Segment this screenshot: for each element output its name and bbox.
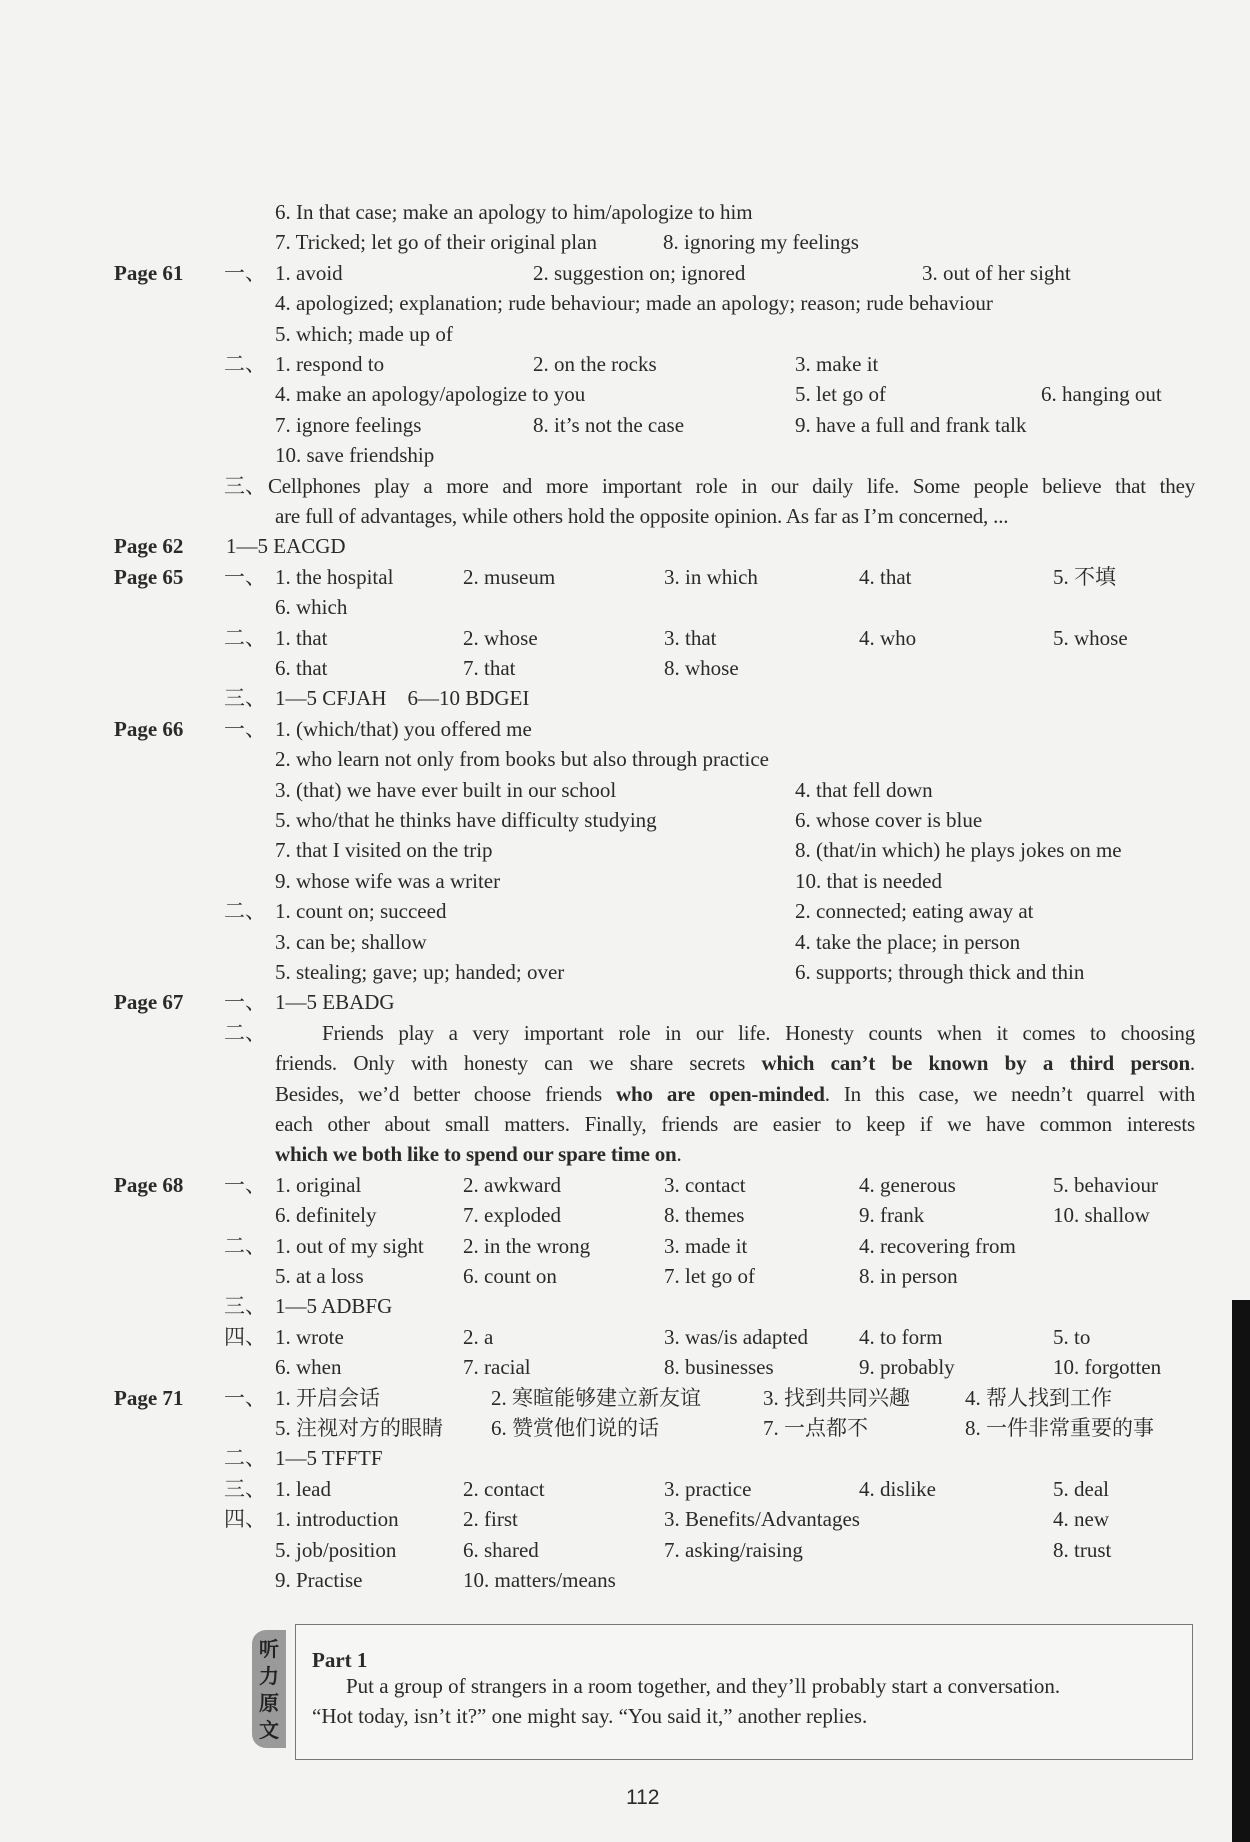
text-segment: Besides, we’d better choose friends — [275, 1081, 617, 1106]
answer-item: 10. shallow — [1053, 1203, 1150, 1228]
answer-item: 1. the hospital — [275, 564, 394, 589]
answer-item: 2. whose — [463, 625, 538, 650]
answer-item: 4. that fell down — [795, 777, 933, 802]
text-segment: Friends play a very important role in our life. Honesty counts when it comes to choosing — [322, 1020, 1195, 1045]
answer-item: 7. that — [463, 656, 516, 680]
text-segment: . In this case, we needn’t quarrel with — [824, 1081, 1196, 1106]
answer-item: 1. respond to — [275, 352, 385, 376]
answer-row — [0, 258, 1250, 288]
answer-item: 2. contact — [463, 1476, 545, 1501]
answer-item: 5. 不填 — [1053, 564, 1116, 589]
page-number: 112 — [626, 1786, 660, 1809]
answer-item: 10. save friendship — [275, 443, 435, 468]
answer-row — [0, 835, 1250, 865]
answer-item: 4. apologized; explanation; rude behaviour; made an apology; reason; rude behaviour — [275, 291, 993, 316]
answer-item: 2. on the rocks — [533, 352, 657, 376]
answer-item: 8. 一件非常重要的事 — [965, 1416, 1154, 1440]
tab-char: 文 — [259, 1718, 279, 1742]
answer-item: 1. (which/that) you offered me — [275, 716, 532, 741]
page-label: Page 71 — [114, 1385, 184, 1410]
answer-item: 1. wrote — [275, 1324, 344, 1349]
answer-item: 8. (that/in which) he plays jokes on me — [795, 838, 1122, 863]
text-segment: Cellphones play a more and more important role in our daily life. Some people believe that they — [268, 473, 1195, 498]
section-number: 二、 — [224, 1233, 266, 1258]
answer-item: 3. that — [664, 625, 717, 650]
answer-row — [0, 319, 1250, 349]
section-number: 四、 — [224, 1324, 266, 1349]
answer-item: 4. dislike — [859, 1476, 936, 1501]
page-label: Page 65 — [114, 564, 184, 589]
answer-item: 6. which — [275, 595, 348, 620]
answer-row — [0, 197, 1250, 227]
answer-item: 6. 赞赏他们说的话 — [491, 1416, 659, 1440]
section-number: 二、 — [224, 1020, 266, 1045]
bold-answer: which can’t be known by a third person — [761, 1051, 1190, 1076]
answer-row — [0, 227, 1250, 257]
answer-item: 6. shared — [463, 1537, 539, 1562]
answer-item: 10. forgotten — [1053, 1355, 1162, 1380]
answer-item: 5. at a loss — [275, 1264, 364, 1288]
text-segment: . — [1189, 1051, 1195, 1076]
answer-item: 1. lead — [275, 1476, 331, 1501]
paragraph-line — [275, 501, 1195, 531]
answer-item: 4. take the place; in person — [795, 929, 1021, 954]
page-label: Page 66 — [114, 716, 184, 741]
answer-item: 3. made it — [664, 1233, 748, 1258]
answer-row — [0, 957, 1250, 987]
answer-row — [0, 1565, 1250, 1595]
paragraph-line — [268, 471, 1195, 501]
answer-row — [0, 805, 1250, 835]
answer-item: 1. avoid — [275, 260, 343, 285]
text-segment: are full of advantages, while others hold the opposite opinion. As far as I’m concerned, ... — [275, 504, 1009, 528]
answer-row — [0, 501, 1250, 531]
answer-row — [0, 562, 1250, 592]
answer-item: 9. probably — [859, 1355, 955, 1380]
section-number: 一、 — [224, 990, 266, 1015]
tab-char: 听 — [259, 1637, 279, 1661]
answer-row — [0, 927, 1250, 957]
answer-item: 7. exploded — [463, 1203, 561, 1228]
answer-item: 8. themes — [664, 1203, 745, 1228]
answer-row — [0, 1231, 1250, 1261]
answer-row — [0, 531, 1250, 561]
answer-row — [0, 1413, 1250, 1443]
answer-row — [0, 866, 1250, 896]
answer-row — [0, 1443, 1250, 1473]
answer-item: 1. out of my sight — [275, 1233, 424, 1258]
tab-char: 力 — [259, 1664, 279, 1688]
answer-item: 4. new — [1053, 1507, 1109, 1532]
answer-item: 6. when — [275, 1355, 342, 1380]
answer-item: 5. behaviour — [1053, 1172, 1158, 1197]
transcript-line: Put a group of strangers in a room together, and they’ll probably start a conversation. — [346, 1674, 1061, 1698]
section-number: 四、 — [224, 1507, 266, 1532]
answer-item: 3. 找到共同兴趣 — [763, 1385, 910, 1410]
transcript-line: “Hot today, isn’t it?” one might say. “You said it,” another replies. — [312, 1704, 868, 1728]
answer-row — [0, 1048, 1250, 1078]
answer-item: 8. ignoring my feelings — [663, 230, 859, 255]
answer-item: 3. (that) we have ever built in our school — [275, 777, 617, 802]
answer-item: 3. out of her sight — [922, 260, 1071, 285]
answer-item: 3. contact — [664, 1172, 746, 1197]
section-number: 三、 — [224, 1294, 266, 1319]
answer-row — [0, 1261, 1250, 1291]
answer-item: 6. In that case; make an apology to him/apologize to him — [275, 200, 753, 224]
section-number: 三、 — [224, 473, 266, 498]
answer-item: 8. whose — [664, 656, 739, 680]
answer-row — [0, 1018, 1250, 1048]
answer-row — [0, 592, 1250, 622]
section-number: 一、 — [224, 260, 266, 285]
answer-item: 3. Benefits/Advantages — [664, 1507, 860, 1532]
answer-row — [0, 1109, 1250, 1139]
section-number: 三、 — [224, 1476, 266, 1501]
answer-item: 2. in the wrong — [463, 1233, 591, 1258]
answer-item: 10. that is needed — [795, 868, 942, 893]
tab-char: 原 — [259, 1691, 279, 1715]
answer-item: 4. who — [859, 625, 917, 650]
bold-answer: who are open-minded — [616, 1081, 825, 1106]
answer-row — [0, 1291, 1250, 1321]
answer-item: 2. awkward — [463, 1172, 561, 1197]
answer-item: 1. original — [275, 1172, 362, 1197]
answer-row — [0, 1383, 1250, 1413]
answer-item: 3. practice — [664, 1476, 752, 1501]
answer-item: 3. can be; shallow — [275, 929, 427, 954]
answer-item: 3. in which — [664, 564, 758, 589]
answer-row — [0, 1504, 1250, 1534]
answer-item: 1. 开启会话 — [275, 1385, 380, 1410]
answer-row — [0, 1079, 1250, 1109]
answer-item: 9. whose wife was a writer — [275, 868, 501, 893]
answer-item: 2. 寒暄能够建立新友谊 — [491, 1385, 701, 1410]
section-number: 一、 — [224, 716, 266, 741]
answer-item: 1. that — [275, 625, 328, 650]
section-number: 一、 — [224, 1172, 266, 1197]
answer-item: 8. it’s not the case — [533, 412, 685, 437]
answer-item: 2. first — [463, 1507, 518, 1532]
answer-item: 4. generous — [859, 1172, 956, 1197]
listening-transcript-tab — [252, 1630, 286, 1748]
answer-item: 5. deal — [1053, 1476, 1109, 1501]
answer-row — [0, 1322, 1250, 1352]
answer-item: 1—5 ADBFG — [275, 1294, 393, 1319]
answer-row — [0, 1200, 1250, 1230]
answer-item: 1. introduction — [275, 1507, 399, 1532]
answer-row — [0, 623, 1250, 653]
section-number: 三、 — [224, 686, 266, 711]
answer-row — [0, 1170, 1250, 1200]
answer-item: 6. count on — [463, 1264, 557, 1288]
answer-item: 1—5 TFFTF — [275, 1446, 383, 1471]
answer-row — [0, 349, 1250, 379]
answer-item: 4. that — [859, 564, 912, 589]
answer-item: 5. which; made up of — [275, 321, 453, 346]
answer-row — [0, 683, 1250, 713]
answer-row — [0, 379, 1250, 409]
answer-row — [0, 1352, 1250, 1382]
answer-item: 8. trust — [1053, 1537, 1112, 1562]
bold-answer: which we both like to spend our spare time on — [275, 1142, 677, 1167]
answer-row — [0, 1139, 1250, 1169]
paragraph-line — [275, 1018, 1195, 1048]
answer-item: 9. Practise — [275, 1568, 363, 1592]
answer-item: 2. a — [463, 1324, 494, 1349]
answer-item: 5. to — [1053, 1324, 1091, 1349]
answer-row — [0, 714, 1250, 744]
answer-row — [0, 471, 1250, 501]
answer-item: 7. let go of — [664, 1264, 755, 1288]
section-number: 二、 — [224, 352, 266, 376]
answer-item: 2. suggestion on; ignored — [533, 260, 746, 285]
section-number: 一、 — [224, 564, 266, 589]
answer-item: 5. 注视对方的眼睛 — [275, 1416, 443, 1440]
answer-row — [0, 987, 1250, 1017]
answer-item: 2. museum — [463, 564, 556, 589]
answer-row — [0, 410, 1250, 440]
page-label: Page 67 — [114, 990, 184, 1015]
answer-item: 7. Tricked; let go of their original plan — [275, 230, 597, 255]
answer-item: 10. matters/means — [463, 1568, 616, 1592]
section-number: 二、 — [224, 1446, 266, 1471]
section-number: 一、 — [224, 1385, 266, 1410]
answer-item: 7. racial — [463, 1355, 531, 1380]
text-segment: each other about small matters. Finally, friends are easier to keep if we have common interests — [275, 1112, 1195, 1136]
answer-row — [0, 440, 1250, 470]
text-segment: . — [676, 1142, 682, 1167]
answer-item: 2. who learn not only from books but also through practice — [275, 747, 769, 772]
part-title: Part 1 — [312, 1648, 368, 1672]
answer-item: 5. who/that he thinks have difficulty studying — [275, 808, 657, 832]
answer-item: 4. recovering from — [859, 1233, 1016, 1258]
answer-item: 6. whose cover is blue — [795, 808, 983, 832]
answer-item: 4. 帮人找到工作 — [965, 1385, 1112, 1410]
answer-item: 8. businesses — [664, 1355, 774, 1380]
answer-item: 6. supports; through thick and thin — [795, 960, 1085, 984]
answer-row — [0, 1535, 1250, 1565]
answer-item: 6. definitely — [275, 1203, 377, 1228]
answer-item: 6. that — [275, 656, 328, 680]
paragraph-line — [275, 1109, 1195, 1139]
answer-item: 3. was/is adapted — [664, 1324, 809, 1349]
answer-item: 8. in person — [859, 1264, 958, 1288]
answer-item: 7. that I visited on the trip — [275, 838, 493, 863]
answer-row — [0, 775, 1250, 805]
paragraph-line — [275, 1048, 1195, 1078]
answer-item: 7. asking/raising — [664, 1537, 803, 1562]
answer-row — [0, 288, 1250, 318]
answer-item: 1—5 EBADG — [275, 990, 395, 1015]
page-label: Page 62 — [114, 534, 184, 559]
answer-row — [0, 1474, 1250, 1504]
text-segment: friends. Only with honesty can we share secrets — [275, 1051, 762, 1076]
answer-item: 5. let go of — [795, 382, 886, 407]
answer-item: 7. 一点都不 — [763, 1416, 868, 1440]
answer-item: 6. hanging out — [1041, 382, 1162, 407]
answer-item: 5. job/position — [275, 1537, 397, 1562]
section-number: 二、 — [224, 625, 266, 650]
answer-item: 1—5 CFJAH 6—10 BDGEI — [275, 686, 530, 711]
answer-row — [0, 653, 1250, 683]
answer-row — [0, 896, 1250, 926]
answer-item: 9. have a full and frank talk — [795, 412, 1027, 437]
answer-item: 1. count on; succeed — [275, 899, 447, 924]
answer-item: 2. connected; eating away at — [795, 899, 1034, 924]
answer-item: 4. make an apology/apologize to you — [275, 382, 586, 407]
answer-item: 5. stealing; gave; up; handed; over — [275, 960, 565, 984]
answer-item: 1—5 EACGD — [226, 534, 346, 559]
answer-item: 5. whose — [1053, 625, 1128, 650]
answer-row — [0, 744, 1250, 774]
scan-edge — [1232, 1300, 1250, 1842]
page-label: Page 61 — [114, 260, 184, 285]
answer-item: 7. ignore feelings — [275, 412, 422, 437]
section-number: 二、 — [224, 899, 266, 924]
paragraph-line — [275, 1079, 1195, 1109]
paragraph-line — [275, 1139, 1195, 1169]
answer-item: 3. make it — [795, 352, 879, 376]
page-label: Page 68 — [114, 1172, 184, 1197]
answer-item: 4. to form — [859, 1324, 943, 1349]
answer-item: 9. frank — [859, 1203, 925, 1228]
